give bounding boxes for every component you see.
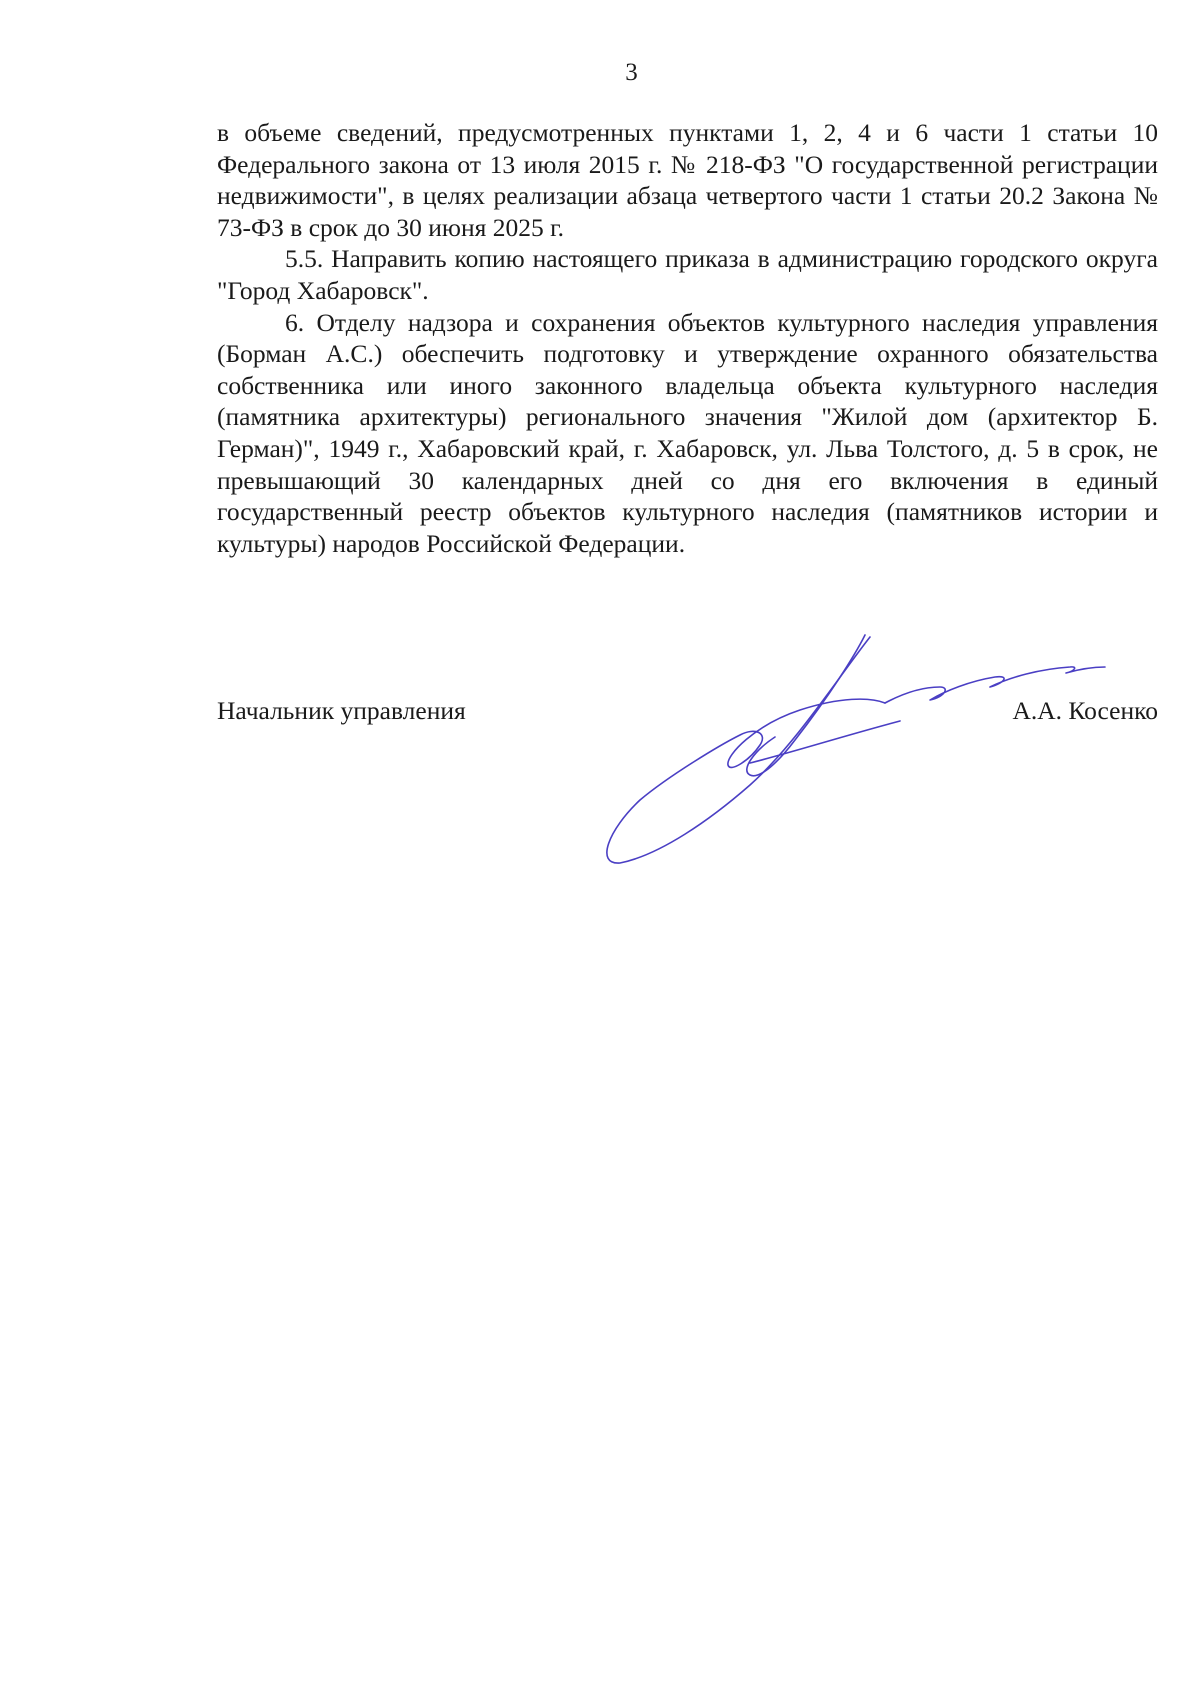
page-number: 3 <box>625 59 638 86</box>
signatory-position: Начальник управления <box>217 696 466 725</box>
paragraph-6: 6. Отделу надзора и сохранения объектов культурного наследия управления (Борман А.С.) обеспечить подготовку и утверждение охранного обязательства собственника или иного законного владельца объекта культурного наследия (памятника архитектуры) регионального значения "Жилой дом (архитектор Б. Герман)", 1949 г., Хабаровский край, г. Хабаровск, ул. Льва Толстого, д. 5 в срок, не превышающий 30 календарных дней со дня его включения в единый государственный реестр объектов культурного наследия (памятников истории и культуры) народов Российской Федерации. <box>217 307 1158 558</box>
signature-stroke-cross <box>750 721 900 763</box>
paragraph-continuation: в объеме сведений, предусмотренных пунктами 1, 2, 4 и 6 части 1 статьи 10 Федерального закона от 13 июля 2015 г. № 218-ФЗ "О государственной регистрации недвижимости", в целях реализации абзаца четвертого части 1 статьи 20.2 Закона № 73-ФЗ в срок до 30 июня 2025 г. <box>217 118 1158 242</box>
handwritten-signature <box>600 625 1110 870</box>
signature-stroke-loop <box>747 635 865 776</box>
signature-stroke-tail <box>885 667 1105 703</box>
signatory-name: А.А. Косенко <box>1012 696 1158 725</box>
paragraph-5-5: 5.5. Направить копию настоящего приказа в администрацию городского округа "Город Хабаровск". <box>217 244 1158 305</box>
document-body <box>217 117 1158 559</box>
